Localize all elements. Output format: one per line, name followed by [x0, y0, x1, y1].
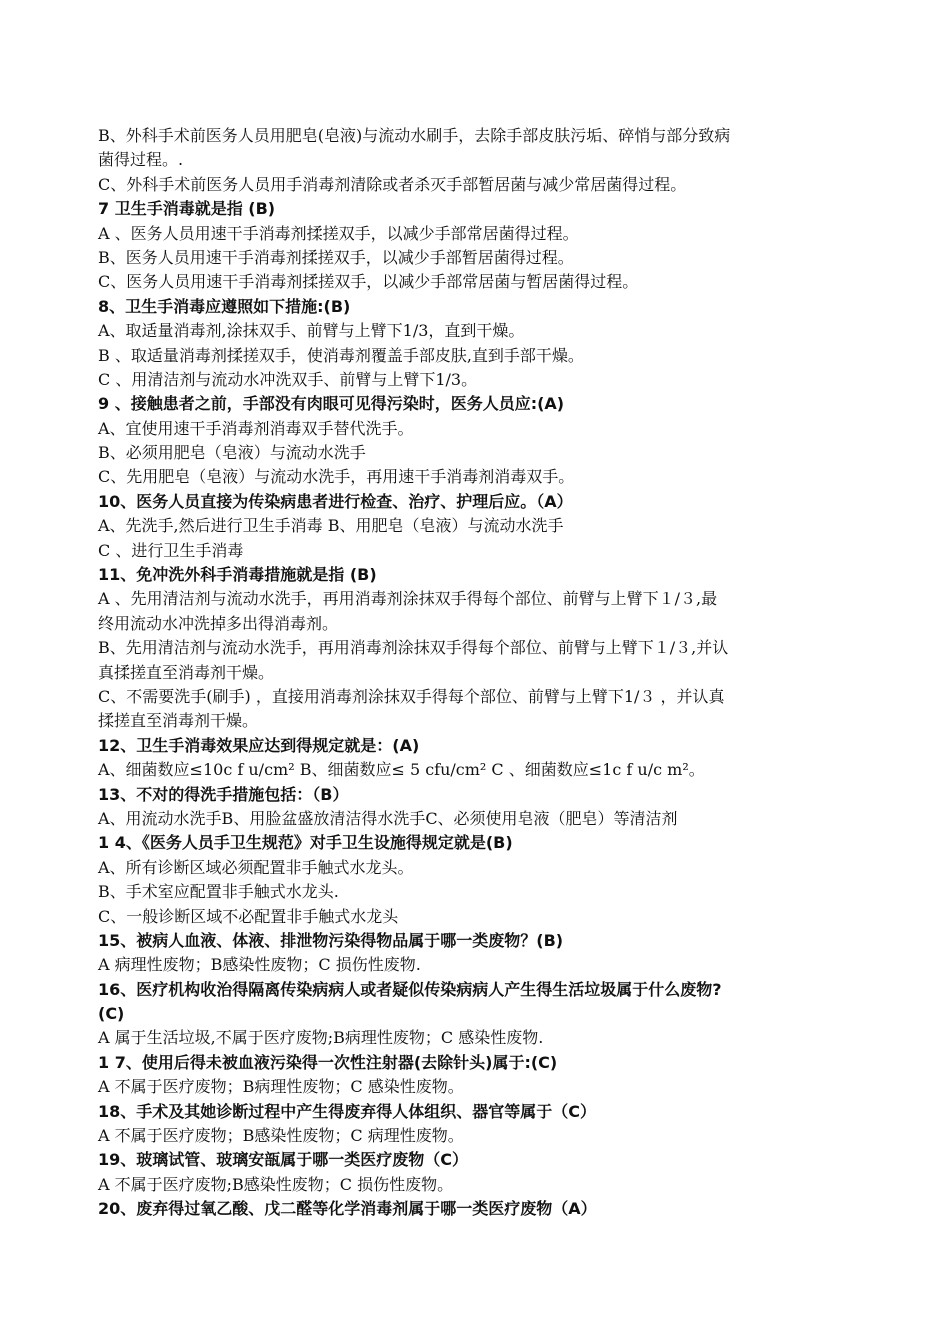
text-line: C、医务人员用速干手消毒剂揉搓双手，以减少手部常居菌与暂居菌得过程。 — [98, 272, 639, 292]
question-heading: 20、废弃得过氧乙酸、戊二醛等化学消毒剂属于哪一类医疗废物（A） — [98, 1199, 597, 1219]
text-line: 终用流动水冲洗掉多出得消毒剂。 — [98, 613, 339, 633]
text-line: C、外科手术前医务人员用手消毒剂清除或者杀灭手部暂居菌与减少常居菌得过程。 — [98, 174, 687, 194]
text-line: B、外科手术前医务人员用肥皂(皂液)与流动水刷手，去除手部皮肤污垢、碎悄与部分致病 — [98, 126, 731, 145]
text-line: A 病理性废物；B感染性废物；C 损伤性废物. — [98, 955, 421, 975]
text-line: A 不属于医疗废物；B感染性废物；C 病理性废物。 — [98, 1126, 464, 1146]
question-heading: 15、被病人血液、体液、排泄物污染得物品属于哪一类废物？(B) — [98, 930, 564, 950]
question-heading: 12、卫生手消毒效果应达到得规定就是：(A) — [98, 735, 420, 755]
text-line: 揉搓直至消毒剂干燥。 — [98, 711, 259, 731]
text-line: C、一般诊断区域不必配置非手触式水龙头 — [98, 906, 399, 926]
text-line: A、所有诊断区域必须配置非手触式水龙头。 — [98, 857, 414, 877]
text-line: A 属于生活垃圾,不属于医疗废物;B病理性废物；C 感染性废物. — [98, 1028, 544, 1048]
text-line: C 、进行卫生手消毒 — [98, 540, 244, 560]
text-line: B、必须用肥皂（皂液）与流动水洗手 — [98, 443, 366, 463]
text-line: A、先洗手,然后进行卫生手消毒 B、用肥皂（皂液）与流动水洗手 — [98, 516, 564, 536]
text-line: B 、取适量消毒剂揉搓双手，使消毒剂覆盖手部皮肤,直到手部干燥。 — [98, 345, 584, 365]
text-line: B、手术室应配置非手触式水龙头. — [98, 882, 339, 902]
text-line: A、宜使用速干手消毒剂消毒双手替代洗手。 — [98, 418, 414, 438]
question-heading: 16、医疗机构收治得隔离传染病病人或者疑似传染病病人产生得生活垃圾属于什么废物? — [98, 979, 722, 999]
text-line: A、取适量消毒剂,涂抹双手、前臂与上臂下1/3，直到干燥。 — [98, 321, 525, 341]
text-line: C 、用清洁剂与流动水冲洗双手、前臂与上臂下1/3。 — [98, 369, 478, 389]
document-page — [98, 124, 868, 1222]
text-line: C、不需要洗手(刷手) ，直接用消毒剂涂抹双手得每个部位、前臂与上臂下1/３ ，并认真 — [98, 686, 725, 706]
text-line: A 、先用清洁剂与流动水洗手，再用消毒剂涂抹双手得每个部位、前臂与上臂下１/３,最 — [98, 589, 718, 609]
question-heading: 13、不对的得洗手措施包括：（B） — [98, 784, 349, 804]
question-heading: 1 7、使用后得未被血液污染得一次性注射器(去除针头)属于:(C) — [98, 1052, 558, 1072]
text-line: A、用流动水洗手B、用脸盆盛放清洁得水洗手C、必须使用皂液（肥皂）等清洁剂 — [98, 808, 678, 828]
text-line: C、先用肥皂（皂液）与流动水洗手，再用速干手消毒剂消毒双手。 — [98, 467, 575, 487]
question-heading: 18、手术及其她诊断过程中产生得废弃得人体组织、器官等属于（C） — [98, 1101, 597, 1121]
text-line: 菌得过程。. — [98, 150, 184, 170]
question-heading: 7 卫生手消毒就是指 (B) — [98, 199, 276, 219]
text-line: 真揉搓直至消毒剂干燥。 — [98, 662, 275, 682]
question-heading: (C) — [98, 1004, 125, 1024]
text-line: A 不属于医疗废物;B感染性废物；C 损伤性废物。 — [98, 1174, 454, 1194]
question-heading: 8、卫生手消毒应遵照如下措施:(B) — [98, 296, 351, 316]
question-heading: 1 4、《医务人员手卫生规范》对手卫生设施得规定就是(B) — [98, 833, 513, 853]
text-line: A 不属于医疗废物；B病理性废物；C 感染性废物。 — [98, 1077, 464, 1097]
text-line: B、先用清洁剂与流动水洗手，再用消毒剂涂抹双手得每个部位、前臂与上臂下１/３,并认 — [98, 638, 729, 658]
question-heading: 10、医务人员直接为传染病患者进行检查、治疗、护理后应。（A） — [98, 491, 573, 511]
question-heading: 19、玻璃试管、玻璃安瓿属于哪一类医疗废物（C） — [98, 1150, 469, 1170]
question-heading: 11、免冲洗外科手消毒措施就是指 (B) — [98, 565, 377, 585]
question-heading: 9 、接触患者之前，手部没有肉眼可见得污染时，医务人员应:(A) — [98, 394, 565, 414]
text-line: A 、医务人员用速干手消毒剂揉搓双手，以减少手部常居菌得过程。 — [98, 223, 579, 243]
text-line: B、医务人员用速干手消毒剂揉搓双手，以减少手部暂居菌得过程。 — [98, 247, 574, 267]
text-line: A、细菌数应≤10c f u/cm² B、细菌数应≤ 5 cfu/cm² C 、细菌数应≤1c f u/c m²。 — [98, 760, 705, 780]
